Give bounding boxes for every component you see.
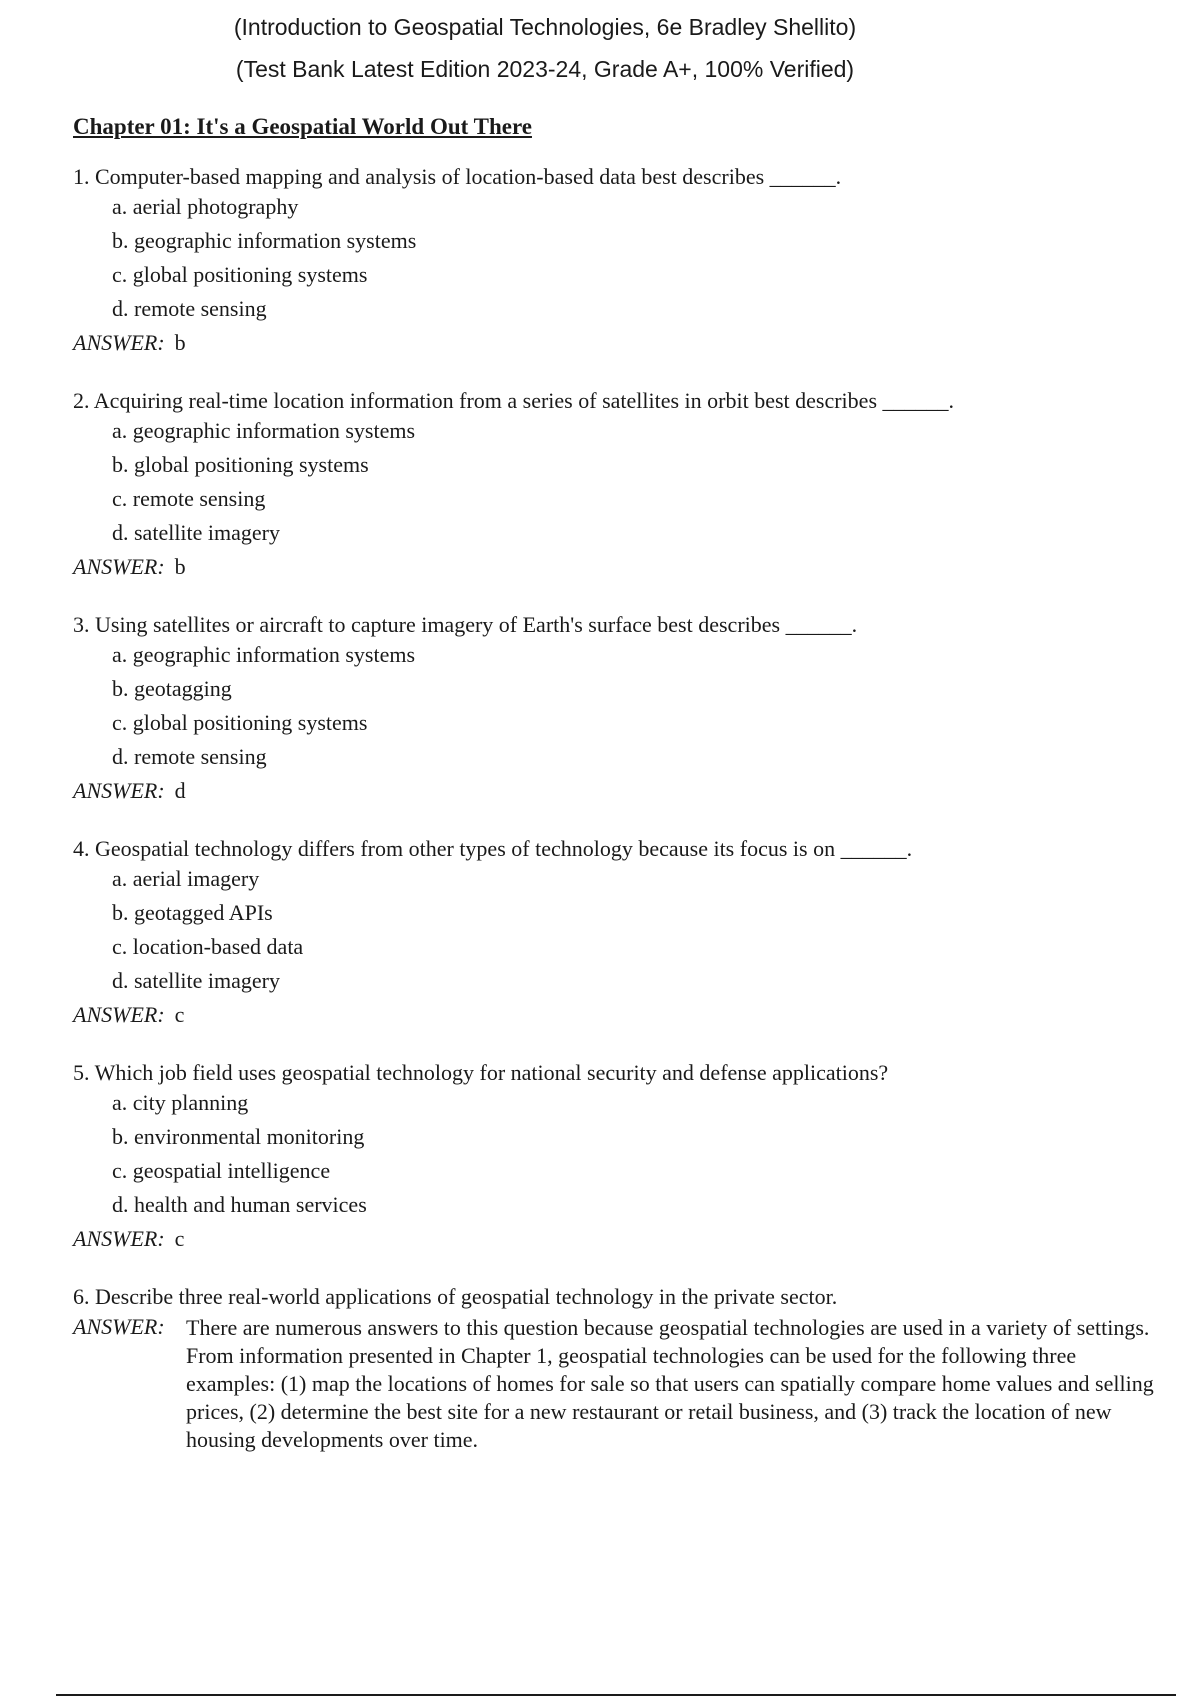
- answer-option: d. health and human services: [112, 1192, 367, 1217]
- answer-label: ANSWER:: [73, 1002, 165, 1027]
- answer-option: d. satellite imagery: [112, 968, 280, 993]
- header-line-2: (Test Bank Latest Edition 2023-24, Grade A+, 100% Verified): [235, 56, 855, 82]
- answer-label: ANSWER:: [73, 778, 165, 803]
- answer-label: ANSWER:: [73, 330, 165, 355]
- answer-option: c. global positioning systems: [112, 262, 368, 287]
- answer-option: b. geotagging: [112, 676, 232, 701]
- answer-option: d. remote sensing: [112, 296, 267, 321]
- answer-option: a. aerial imagery: [112, 866, 260, 891]
- question-stem: 4. Geospatial technology differs from other types of technology because its focus is on ______.: [73, 836, 913, 861]
- footer-divider: [56, 1694, 1176, 1696]
- answer-value: b: [174, 554, 186, 579]
- answer-value: c: [174, 1226, 185, 1251]
- answer-line: [73, 778, 186, 804]
- answer-line: [73, 330, 186, 356]
- answer-option: b. environmental monitoring: [112, 1124, 365, 1149]
- answer-option: b. geographic information systems: [112, 228, 417, 253]
- header-line-1: (Introduction to Geospatial Technologies, 6e Bradley Shellito): [233, 14, 857, 40]
- answer-option: c. global positioning systems: [112, 710, 368, 735]
- answer-value: c: [174, 1002, 185, 1027]
- answer-value: d: [174, 778, 186, 803]
- answer-line: [73, 554, 186, 580]
- answer-option: a. geographic information systems: [112, 642, 416, 667]
- answer-line: [73, 1226, 184, 1252]
- answer-line: [73, 1002, 184, 1028]
- answer-label: ANSWER:: [73, 554, 165, 579]
- question-stem: 6. Describe three real-world applications of geospatial technology in the private sector.: [73, 1284, 838, 1309]
- answer-option: d. satellite imagery: [112, 520, 280, 545]
- answer-value: b: [174, 330, 186, 355]
- answer-option: c. location-based data: [112, 934, 304, 959]
- answer-option: c. geospatial intelligence: [112, 1158, 331, 1183]
- answer-option: a. aerial photography: [112, 194, 299, 219]
- answer-option: a. city planning: [112, 1090, 249, 1115]
- answer-label: ANSWER:: [73, 1226, 165, 1251]
- question-stem: 1. Computer-based mapping and analysis of location-based data best describes ______.: [73, 164, 842, 189]
- answer-label: ANSWER:: [73, 1314, 165, 1339]
- answer-option: b. geotagged APIs: [112, 900, 273, 925]
- question-stem: 2. Acquiring real-time location information from a series of satellites in orbit best describes ______.: [73, 388, 954, 413]
- essay-answer-text: There are numerous answers to this question because geospatial technologies are used in a variety of settings. From information presented in Chapter 1, geospatial technologies can be used for the following three examples: (1) map the locations of homes for sale so that users can spatially compare home values and selling prices, (2) determine the best site for a new restaurant or retail business, and (3) track the location of new housing developments over time.: [186, 1315, 1154, 1452]
- answer-option: b. global positioning systems: [112, 452, 369, 477]
- answer-option: d. remote sensing: [112, 744, 267, 769]
- question-stem: 5. Which job field uses geospatial technology for national security and defense applications?: [73, 1060, 889, 1085]
- answer-option: a. geographic information systems: [112, 418, 416, 443]
- chapter-title: Chapter 01: It's a Geospatial World Out There: [73, 114, 532, 139]
- answer-option: c. remote sensing: [112, 486, 266, 511]
- question-stem: 3. Using satellites or aircraft to capture imagery of Earth's surface best describes ______.: [73, 612, 858, 637]
